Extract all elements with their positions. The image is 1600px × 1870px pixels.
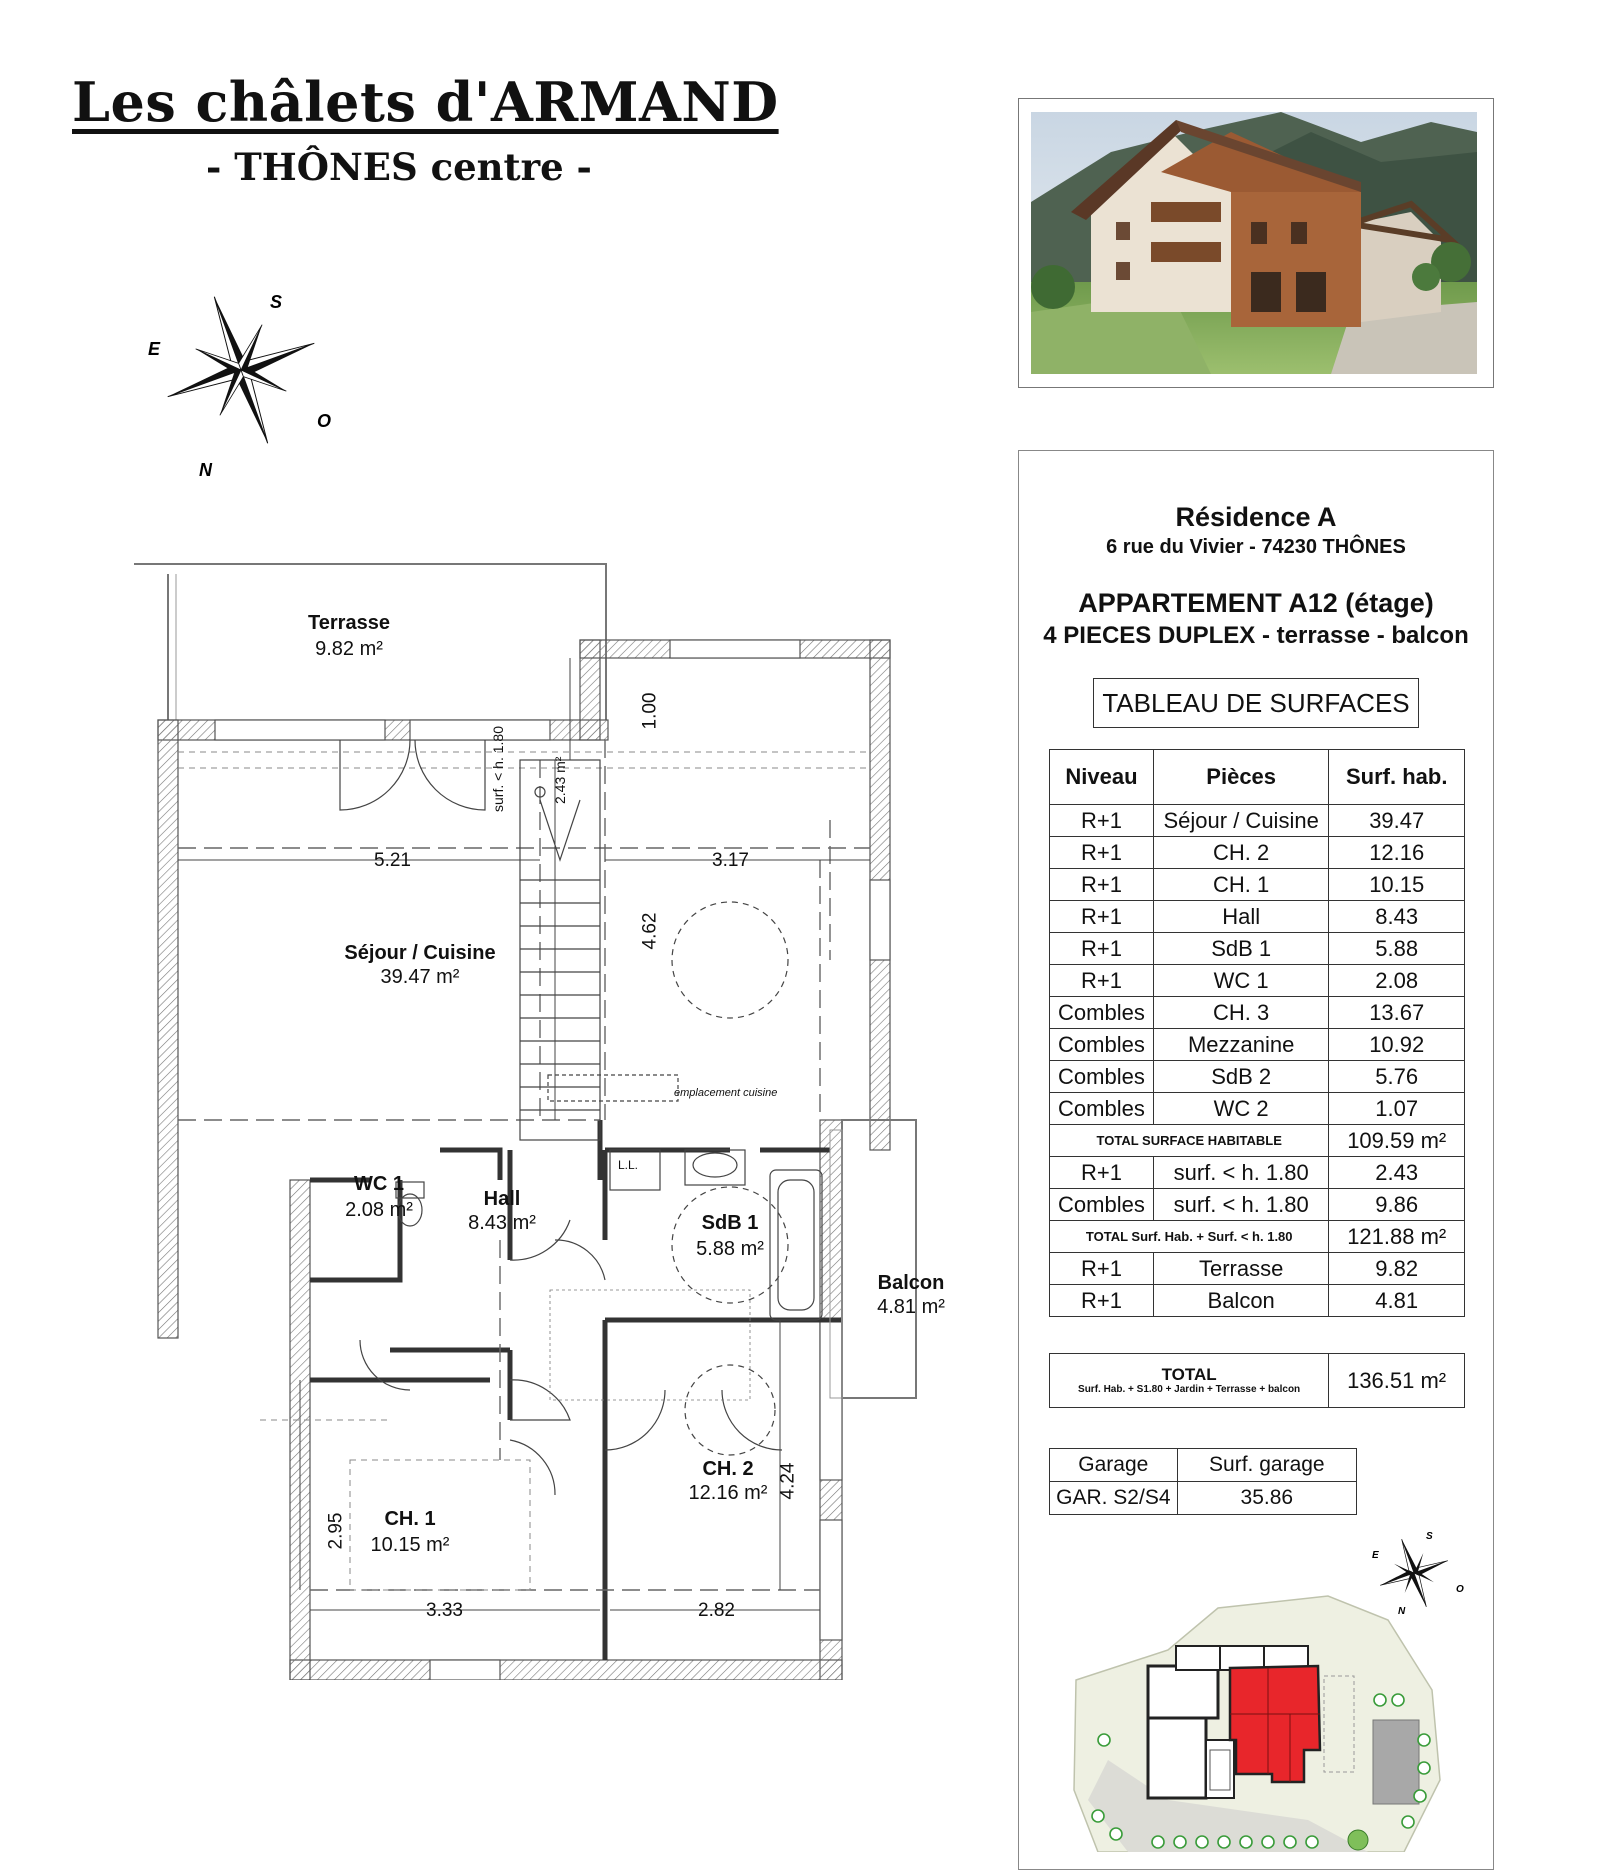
table-row [1050, 805, 1465, 837]
table-cell: SdB 1 [1153, 933, 1329, 965]
room-ch2-name: CH. 2 [702, 1458, 754, 1480]
table-cell: SdB 2 [1153, 1061, 1329, 1093]
table-header: Pièces [1153, 750, 1329, 805]
table-row [1050, 1061, 1465, 1093]
grand-total-label-cell [1050, 1354, 1329, 1408]
room-sejour-name: Séjour / Cuisine [344, 942, 496, 964]
garage-table [1049, 1448, 1357, 1515]
room-wc1-name: WC 1 [354, 1173, 404, 1195]
dimension-label: 3.33 [426, 1600, 463, 1621]
room-sejour-area: 39.47 m² [380, 966, 460, 988]
table-row [1050, 965, 1465, 997]
total-habitable-label: TOTAL SURFACE HABITABLE [1050, 1125, 1329, 1157]
table-row [1050, 837, 1465, 869]
room-sdb1-area: 5.88 m² [696, 1238, 764, 1260]
table-header: Niveau [1050, 750, 1154, 805]
table-cell: 39.47 [1329, 805, 1465, 837]
residence-address: 6 rue du Vivier - 74230 THÔNES [1106, 536, 1406, 558]
table-cell: 10.15 [1329, 869, 1465, 901]
table-cell: 8.43 [1329, 901, 1465, 933]
table-cell: 5.76 [1329, 1061, 1465, 1093]
room-wc1-area: 2.08 m² [345, 1199, 413, 1221]
grand-total-sublabel: Surf. Hab. + S1.80 + Jardin + Terrasse + balcon [1078, 1383, 1301, 1395]
page-subtitle: - THÔNES centre - [206, 145, 592, 189]
table-cell: 2.43 [1329, 1157, 1465, 1189]
apartment-title: APPARTEMENT A12 (étage) [1078, 588, 1434, 618]
table-title: TABLEAU DE SURFACES [1093, 678, 1419, 728]
residence-name: Résidence A [1175, 502, 1337, 532]
table-row [1050, 1285, 1465, 1317]
total-habitable-value: 109.59 m² [1329, 1125, 1465, 1157]
total-low-value: 121.88 m² [1329, 1221, 1465, 1253]
table-cell: WC 2 [1153, 1093, 1329, 1125]
kitchen-location-label: emplacement cuisine [674, 1087, 778, 1099]
room-sdb1-name: SdB 1 [701, 1212, 759, 1234]
grand-total-value: 136.51 m² [1329, 1354, 1465, 1408]
table-cell: Combles [1050, 1093, 1154, 1125]
room-balcon-name: Balcon [877, 1272, 945, 1294]
table-cell: Balcon [1153, 1285, 1329, 1317]
dimension-label: 3.17 [712, 850, 749, 871]
small-compass-west: O [1456, 1584, 1464, 1595]
page-title: Les châlets d'ARMAND [72, 70, 779, 134]
table-row [1050, 1093, 1465, 1125]
table-row [1050, 1029, 1465, 1061]
table-row [1050, 869, 1465, 901]
grand-total-table [1049, 1353, 1465, 1408]
table-row [1050, 1157, 1465, 1189]
table-cell: Mezzanine [1153, 1029, 1329, 1061]
room-terrasse-area: 9.82 m² [315, 638, 383, 660]
dimension-label: 4.24 [777, 1462, 799, 1500]
room-ch1-name: CH. 1 [384, 1508, 436, 1530]
table-cell: 12.16 [1329, 837, 1465, 869]
table-cell: WC 1 [1153, 965, 1329, 997]
room-hall-area: 8.43 m² [468, 1212, 536, 1234]
total-habitable-row [1050, 1125, 1465, 1157]
table-cell: Combles [1050, 1189, 1154, 1221]
room-balcon-area: 4.81 m² [877, 1296, 945, 1318]
table-cell: Combles [1050, 997, 1154, 1029]
table-header-row [1050, 750, 1465, 805]
table-cell: surf. < h. 1.80 [1153, 1189, 1329, 1221]
linen-closet-label: L.L. [618, 1158, 639, 1172]
dimension-label: 2.95 [325, 1512, 347, 1550]
dimension-label: 5.21 [374, 850, 411, 871]
table-cell: R+1 [1050, 869, 1154, 901]
table-cell: Combles [1050, 1029, 1154, 1061]
room-hall-name: Hall [483, 1188, 521, 1210]
table-cell: R+1 [1050, 965, 1154, 997]
table-cell: CH. 1 [1153, 869, 1329, 901]
small-compass-south: S [1426, 1531, 1433, 1542]
compass-east-label: E [148, 339, 161, 359]
table-cell: 35.86 [1177, 1482, 1356, 1515]
table-row [1050, 1189, 1465, 1221]
table-cell: R+1 [1050, 837, 1154, 869]
dimension-label: 1.00 [639, 692, 661, 730]
table-cell: R+1 [1050, 805, 1154, 837]
table-cell: Hall [1153, 901, 1329, 933]
dimension-label: 2.82 [698, 1600, 735, 1621]
table-cell: GAR. S2/S4 [1050, 1482, 1178, 1515]
table-row [1050, 901, 1465, 933]
table-cell: surf. < h. 1.80 [1153, 1157, 1329, 1189]
table-cell: 4.81 [1329, 1285, 1465, 1317]
dimension-label: 4.62 [639, 912, 661, 950]
compass-west-label: O [317, 411, 332, 431]
table-header: Surf. garage [1177, 1449, 1356, 1482]
table-cell: 13.67 [1329, 997, 1465, 1029]
table-cell: 10.92 [1329, 1029, 1465, 1061]
grand-total-label: TOTAL [1161, 1364, 1217, 1384]
table-cell: R+1 [1050, 1253, 1154, 1285]
site-plan-map [1068, 1590, 1468, 1852]
surfaces-table [1049, 749, 1465, 1317]
compass-south-label: S [270, 292, 283, 312]
table-cell: 5.88 [1329, 933, 1465, 965]
chalet-rendering-image [1031, 112, 1477, 374]
table-cell: 9.82 [1329, 1253, 1465, 1285]
table-cell: R+1 [1050, 1157, 1154, 1189]
table-cell: R+1 [1050, 901, 1154, 933]
table-row [1050, 1253, 1465, 1285]
table-header: Surf. hab. [1329, 750, 1465, 805]
apartment-description: 4 PIECES DUPLEX - terrasse - balcon [1043, 622, 1469, 649]
table-cell: 9.86 [1329, 1189, 1465, 1221]
table-cell: Séjour / Cuisine [1153, 805, 1329, 837]
table-row [1050, 997, 1465, 1029]
total-low-row [1050, 1221, 1465, 1253]
floor-plan [130, 560, 980, 1680]
table-cell: Combles [1050, 1061, 1154, 1093]
small-compass-east: E [1372, 1550, 1379, 1561]
room-terrasse-name: Terrasse [308, 612, 390, 634]
small-compass-north: N [1398, 1606, 1406, 1617]
room-ch1-area: 10.15 m² [370, 1534, 450, 1556]
table-cell: 2.08 [1329, 965, 1465, 997]
compass-north-label: N [199, 460, 212, 480]
table-cell: Terrasse [1153, 1253, 1329, 1285]
room-ch2-area: 12.16 m² [688, 1482, 768, 1504]
stair-label: surf. < h. 1.80 [490, 726, 506, 812]
compass-rose-icon [140, 280, 350, 490]
stair-area-label: 2.43 m² [552, 756, 568, 804]
table-cell: 1.07 [1329, 1093, 1465, 1125]
table-cell: R+1 [1050, 933, 1154, 965]
table-row [1050, 933, 1465, 965]
total-low-label: TOTAL Surf. Hab. + Surf. < h. 1.80 [1050, 1221, 1329, 1253]
table-cell: CH. 2 [1153, 837, 1329, 869]
table-cell: R+1 [1050, 1285, 1154, 1317]
table-cell: CH. 3 [1153, 997, 1329, 1029]
table-header: Garage [1050, 1449, 1178, 1482]
